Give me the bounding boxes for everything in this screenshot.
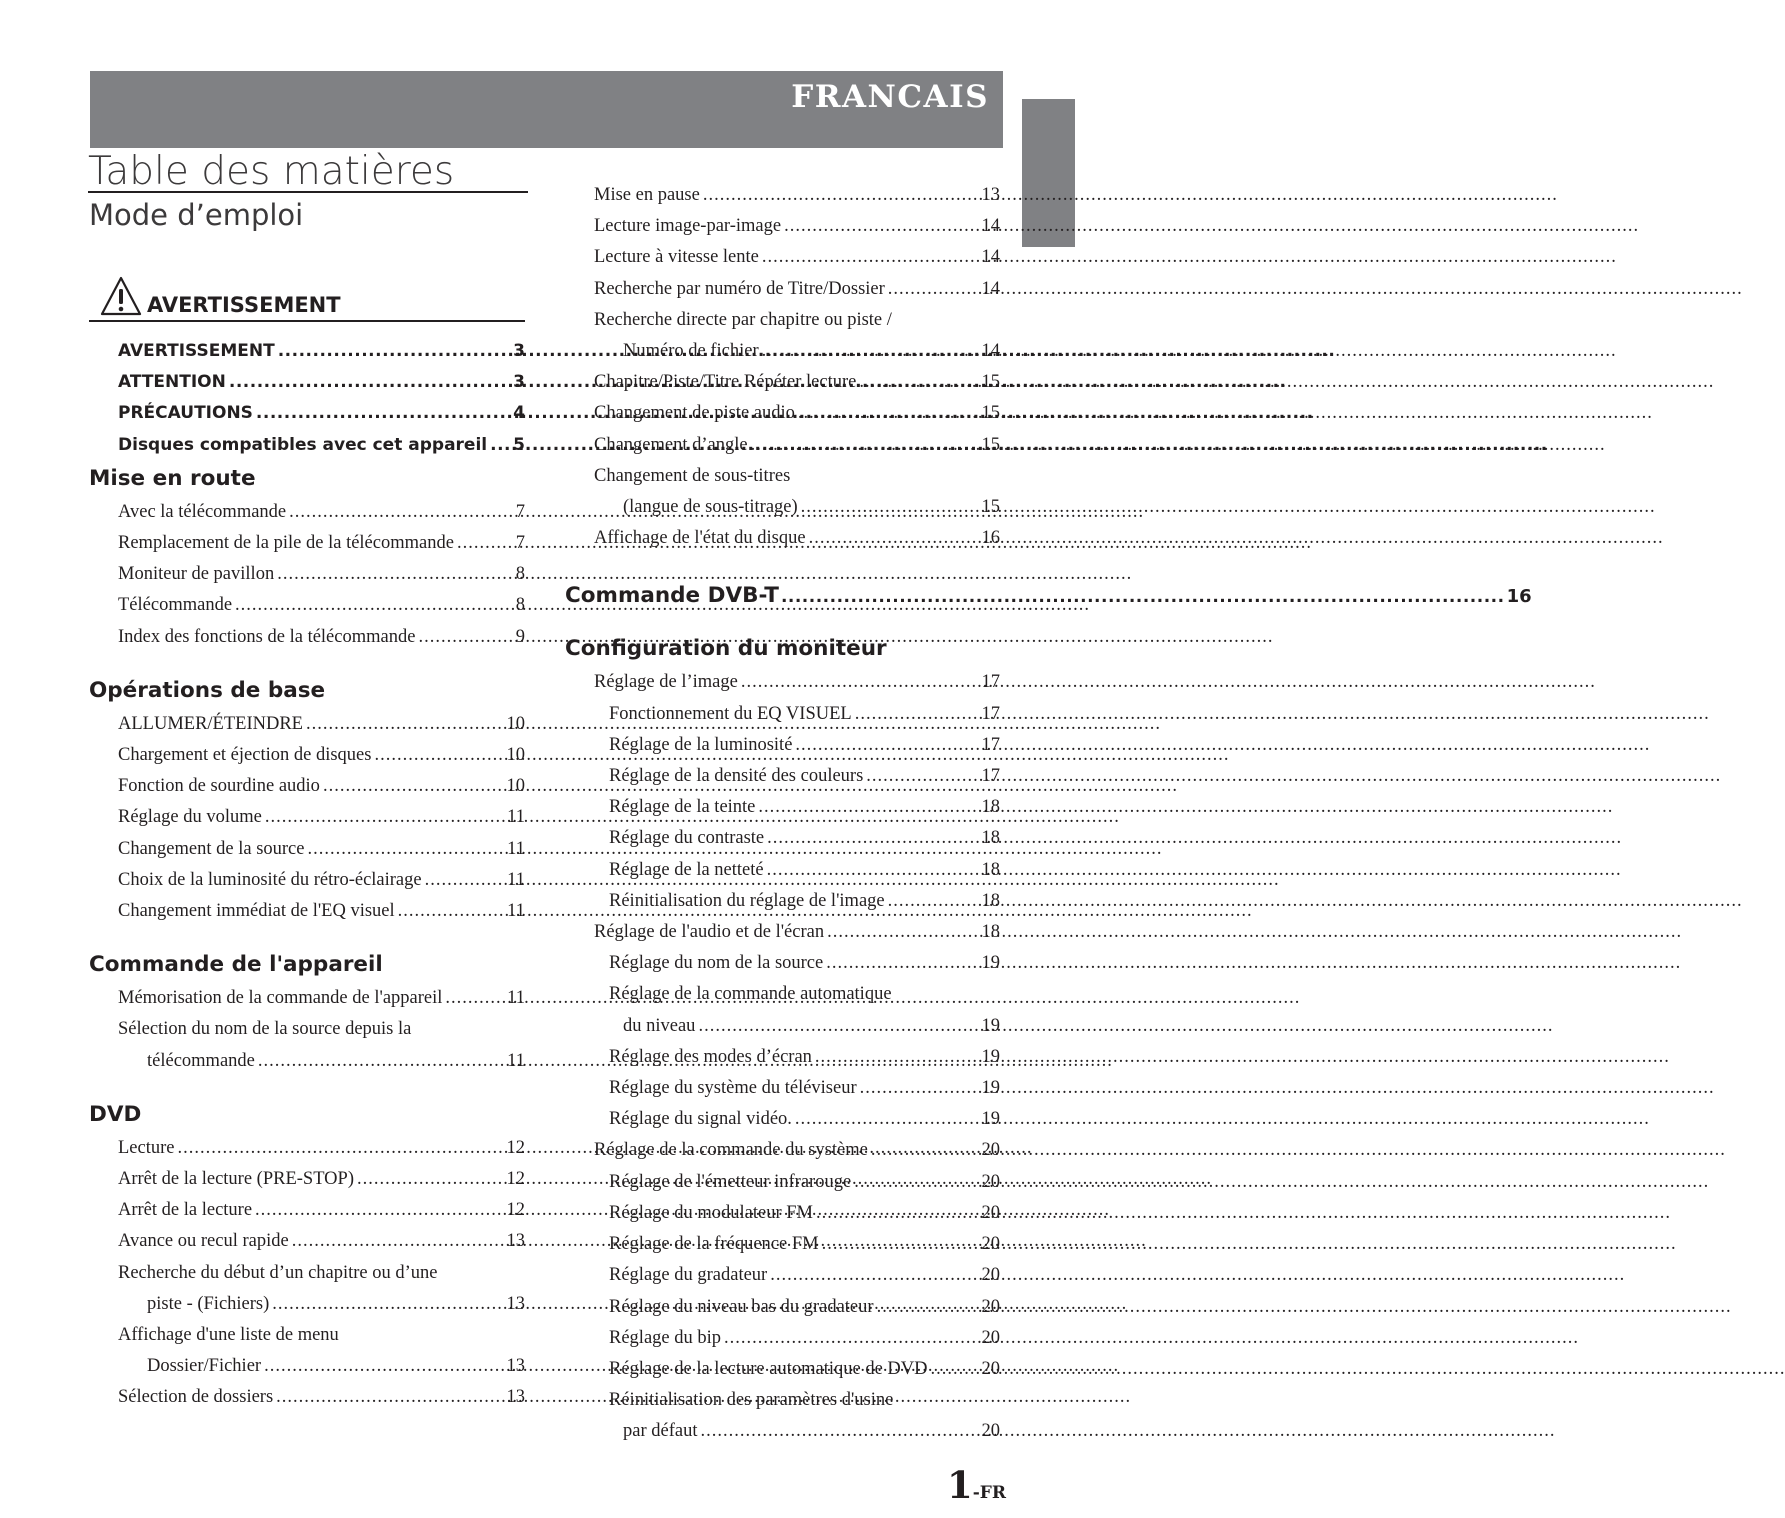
toc-entry[interactable]: Numéro de fichier ..... 14 bbox=[565, 336, 1000, 367]
toc-entry[interactable]: Dossier/Fichier ..... 13 bbox=[89, 1351, 525, 1382]
toc-entry[interactable]: Réglage de la lecture automatique de DVD ..... 20 bbox=[565, 1354, 1000, 1385]
toc-entry[interactable]: piste - (Fichiers) ..... 13 bbox=[89, 1289, 525, 1320]
toc-entry[interactable]: PRÉCAUTIONS ..... 4 bbox=[89, 398, 525, 429]
toc-entry[interactable]: Réglage du modulateur FM ..... 20 bbox=[565, 1198, 1000, 1229]
toc-entry[interactable]: Lecture à vitesse lente ..... 14 bbox=[565, 242, 1000, 273]
toc-entry-line[interactable]: Recherche du début d’un chapitre ou d’une bbox=[118, 1262, 438, 1283]
toc-entry[interactable]: Fonctionnement du EQ VISUEL ..... 17 bbox=[565, 699, 1000, 730]
toc-entry[interactable]: Réglage du nom de la source ..... 19 bbox=[565, 948, 1000, 979]
toc-entry[interactable]: Sélection de dossiers ..... 13 bbox=[89, 1382, 525, 1413]
section-heading-dvd: DVD bbox=[89, 1101, 142, 1127]
section-heading-configuration: Configuration du moniteur bbox=[565, 636, 887, 662]
toc-entry-line[interactable]: Recherche directe par chapitre ou piste / bbox=[594, 309, 892, 330]
toc-entry[interactable]: Fonction de sourdine audio ..... 10 bbox=[89, 771, 525, 802]
toc-entry[interactable]: Réglage de l'audio et de l'écran ..... 18 bbox=[565, 917, 1000, 948]
toc-entry[interactable]: Remplacement de la pile de la télécommande ..... 7 bbox=[89, 528, 525, 559]
toc-entry[interactable]: Réglage du signal vidéo. ..... 19 bbox=[565, 1104, 1000, 1135]
toc-entry[interactable]: du niveau ..... 19 bbox=[565, 1011, 1000, 1042]
toc-entry[interactable]: Réglage des modes d’écran ..... 19 bbox=[565, 1042, 1000, 1073]
section-heading-mise-en-route: Mise en route bbox=[89, 465, 256, 491]
warning-triangle-icon bbox=[99, 275, 143, 319]
page-number: 1-FR bbox=[946, 1463, 1006, 1507]
toc-entry[interactable]: Réglage de la netteté ..... 18 bbox=[565, 855, 1000, 886]
toc-left-column bbox=[89, 270, 525, 1414]
toc-right-column bbox=[565, 180, 1532, 1448]
toc-entry-line[interactable]: Sélection du nom de la source depuis la bbox=[118, 1019, 412, 1040]
toc-entry[interactable]: Réglage du bip ..... 20 bbox=[565, 1323, 1000, 1354]
toc-entry[interactable]: Réglage de la commande du système ..... 20 bbox=[565, 1135, 1000, 1166]
toc-entry[interactable]: Chargement et éjection de disques ..... 10 bbox=[89, 740, 525, 771]
toc-entry[interactable]: Moniteur de pavillon ..... 8 bbox=[89, 559, 525, 590]
toc-entry[interactable]: Réglage de la luminosité ..... 17 bbox=[565, 730, 1000, 761]
toc-entry[interactable]: par défaut ..... 20 bbox=[565, 1416, 1000, 1447]
toc-entry[interactable]: Choix de la luminosité du rétro-éclairage ..... 11 bbox=[89, 865, 525, 896]
toc-entry[interactable]: Lecture ..... 12 bbox=[89, 1133, 525, 1164]
toc-entry-line[interactable]: Réglage de la commande automatique bbox=[609, 984, 892, 1005]
toc-entry[interactable]: Changement immédiat de l'EQ visuel ..... 11 bbox=[89, 896, 525, 927]
toc-entry[interactable]: Changement d’angle ..... 15 bbox=[565, 430, 1000, 461]
toc-entry[interactable]: Réglage de la fréquence FM ..... 20 bbox=[565, 1229, 1000, 1260]
toc-entry[interactable]: Réglage de l'émetteur infrarouge ..... 20 bbox=[565, 1167, 1000, 1198]
toc-entry[interactable]: Télécommande ..... 8 bbox=[89, 590, 525, 621]
toc-entry[interactable]: (langue de sous-titrage) ..... 15 bbox=[565, 492, 1000, 523]
page-subtitle: Mode d’emploi bbox=[89, 198, 304, 232]
toc-entry[interactable]: Affichage de l'état du disque ..... 16 bbox=[565, 523, 1000, 554]
page-title: Table des matières bbox=[88, 149, 528, 193]
toc-entry[interactable]: Recherche par numéro de Titre/Dossier ..... 14 bbox=[565, 274, 1000, 305]
toc-entry[interactable]: Avance ou recul rapide ..... 13 bbox=[89, 1226, 525, 1257]
toc-entry[interactable]: ALLUMER/ÉTEINDRE ..... 10 bbox=[89, 709, 525, 740]
section-heading-operations: Opérations de base bbox=[89, 677, 326, 703]
toc-entry[interactable]: Mise en pause ..... 13 bbox=[565, 180, 1000, 211]
header-bar bbox=[90, 71, 1003, 148]
toc-entry[interactable]: Avec la télécommande ..... 7 bbox=[89, 497, 525, 528]
toc-entry[interactable]: Réglage de la teinte ..... 18 bbox=[565, 792, 1000, 823]
warning-heading-text: AVERTISSEMENT bbox=[147, 293, 341, 317]
toc-entry-line[interactable]: Changement de sous-titres bbox=[594, 465, 791, 486]
toc-entry[interactable]: Arrêt de la lecture ..... 12 bbox=[89, 1195, 525, 1226]
toc-entry[interactable]: Réglage du contraste ..... 18 bbox=[565, 823, 1000, 854]
toc-entry[interactable]: Réglage du système du téléviseur ..... 19 bbox=[565, 1073, 1000, 1104]
section-heading-commande-appareil: Commande de l'appareil bbox=[89, 952, 383, 978]
toc-entry[interactable]: Réglage du niveau bas du gradateur ..... 20 bbox=[565, 1292, 1000, 1323]
language-label: FRANCAIS bbox=[791, 79, 989, 115]
toc-entry[interactable]: Réglage de l’image ..... 17 bbox=[565, 667, 1000, 698]
toc-entry[interactable]: Changement de piste audio ..... 15 bbox=[565, 398, 1000, 429]
toc-entry[interactable]: Réglage du gradateur ..... 20 bbox=[565, 1260, 1000, 1291]
toc-entry-line[interactable]: Affichage d'une liste de menu bbox=[118, 1325, 339, 1346]
toc-entry[interactable]: Réinitialisation du réglage de l'image ..... 18 bbox=[565, 886, 1000, 917]
toc-entry-dvbt[interactable]: Commande DVB-T ..... 16 bbox=[565, 582, 1000, 611]
toc-entry[interactable]: Lecture image-par-image ..... 14 bbox=[565, 211, 1000, 242]
toc-entry[interactable]: Arrêt de la lecture (PRE-STOP) ..... 12 bbox=[89, 1164, 525, 1195]
warning-heading bbox=[89, 270, 525, 322]
toc-entry[interactable]: Réglage de la densité des couleurs ..... 17 bbox=[565, 761, 1000, 792]
toc-entry-line[interactable]: Réinitialisation des paramètres d'usine bbox=[609, 1390, 894, 1411]
toc-entry[interactable]: Mémorisation de la commande de l'appareil ..... 11 bbox=[89, 983, 525, 1014]
toc-entry[interactable]: Changement de la source ..... 11 bbox=[89, 834, 525, 865]
toc-entry[interactable]: ATTENTION ..... 3 bbox=[89, 367, 525, 398]
toc-entry[interactable]: Disques compatibles avec cet appareil ..... 5 bbox=[89, 430, 525, 461]
toc-entry[interactable]: télécommande ..... 11 bbox=[89, 1046, 525, 1077]
toc-entry[interactable]: Réglage du volume ..... 11 bbox=[89, 802, 525, 833]
toc-entry[interactable]: Index des fonctions de la télécommande ..... 9 bbox=[89, 622, 525, 653]
toc-entry[interactable]: AVERTISSEMENT ..... 3 bbox=[89, 336, 525, 367]
toc-entry[interactable]: Chapitre/Piste/Titre Répéter lecture ..... 15 bbox=[565, 367, 1000, 398]
